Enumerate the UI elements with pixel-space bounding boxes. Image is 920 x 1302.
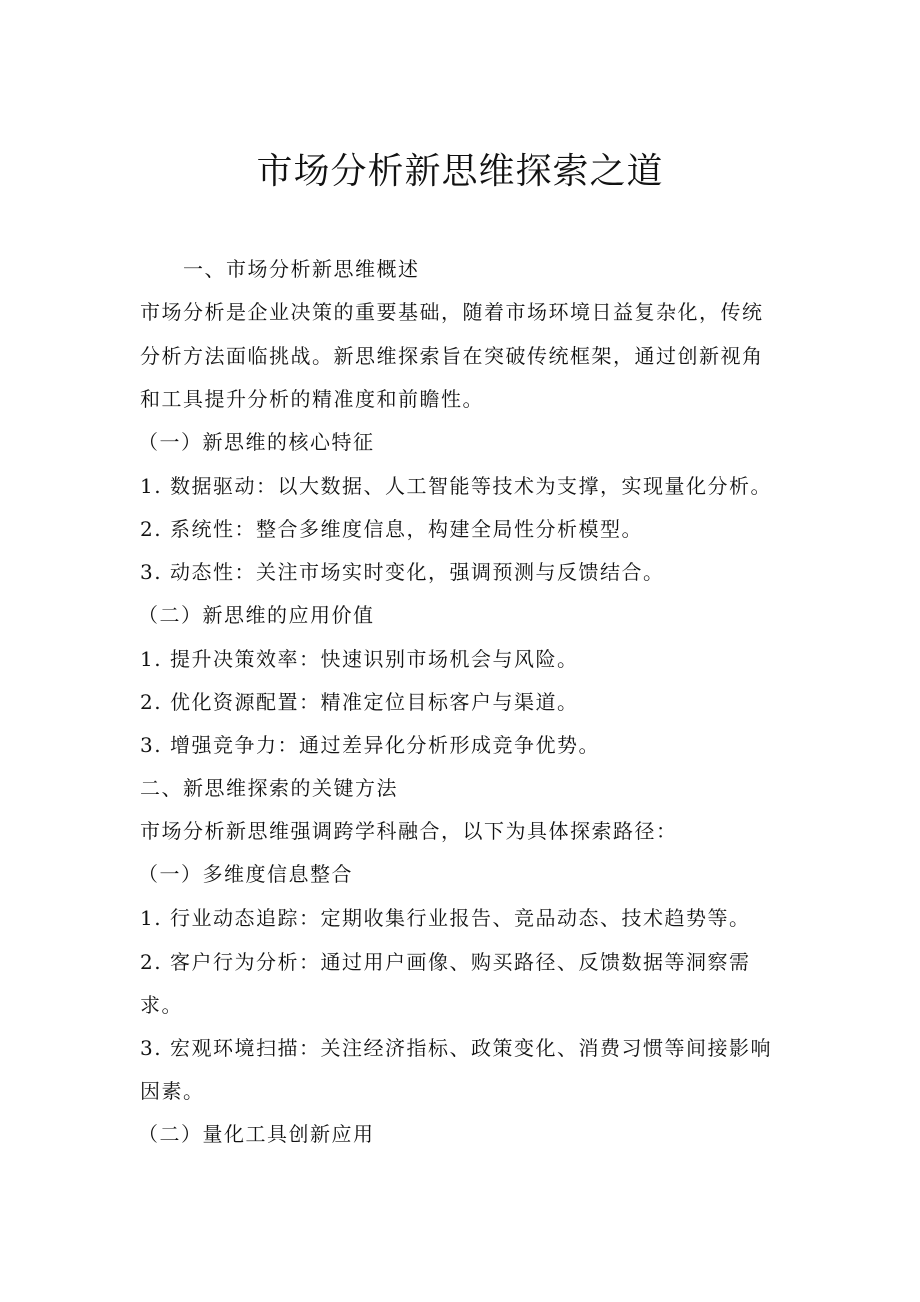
list-item: 3. 增强竞争力：通过差异化分析形成竞争优势。 bbox=[140, 733, 600, 757]
list-item: 1. 数据驱动：以大数据、人工智能等技术为支撑，实现量化分析。 bbox=[140, 474, 772, 498]
list-item: 3. 宏观环境扫描：关注经济指标、政策变化、消费习惯等间接影响 bbox=[140, 1036, 772, 1060]
list-item-continuation: 求。 bbox=[140, 993, 183, 1017]
list-item: 1. 行业动态追踪：定期收集行业报告、竞品动态、技术趋势等。 bbox=[140, 906, 751, 930]
list-item: 1. 提升决策效率：快速识别市场机会与风险。 bbox=[140, 647, 579, 671]
subsection-heading: （一）新思维的核心特征 bbox=[138, 430, 375, 454]
list-item: 2. 优化资源配置：精准定位目标客户与渠道。 bbox=[140, 690, 579, 714]
paragraph-line: 市场分析新思维强调跨学科融合，以下为具体探索路径： bbox=[140, 819, 678, 843]
paragraph-line: 和工具提升分析的精准度和前瞻性。 bbox=[140, 387, 484, 411]
paragraph-line: 分析方法面临挑战。新思维探索旨在突破传统框架，通过创新视角 bbox=[140, 344, 764, 368]
section-heading-1: 一、市场分析新思维概述 bbox=[183, 257, 420, 281]
list-item: 2. 系统性：整合多维度信息，构建全局性分析模型。 bbox=[140, 517, 643, 541]
subsection-heading: （一）多维度信息整合 bbox=[138, 862, 353, 886]
list-item: 3. 动态性：关注市场实时变化，强调预测与反馈结合。 bbox=[140, 560, 665, 584]
list-item: 2. 客户行为分析：通过用户画像、购买路径、反馈数据等洞察需 bbox=[140, 950, 751, 974]
list-item-continuation: 因素。 bbox=[140, 1079, 205, 1103]
subsection-heading: （二）新思维的应用价值 bbox=[138, 603, 375, 627]
paragraph-line: 市场分析是企业决策的重要基础，随着市场环境日益复杂化，传统 bbox=[140, 300, 764, 324]
document-title: 市场分析新思维探索之道 bbox=[256, 151, 664, 192]
subsection-heading: （二）量化工具创新应用 bbox=[138, 1122, 375, 1146]
section-heading-2: 二、新思维探索的关键方法 bbox=[140, 776, 398, 800]
